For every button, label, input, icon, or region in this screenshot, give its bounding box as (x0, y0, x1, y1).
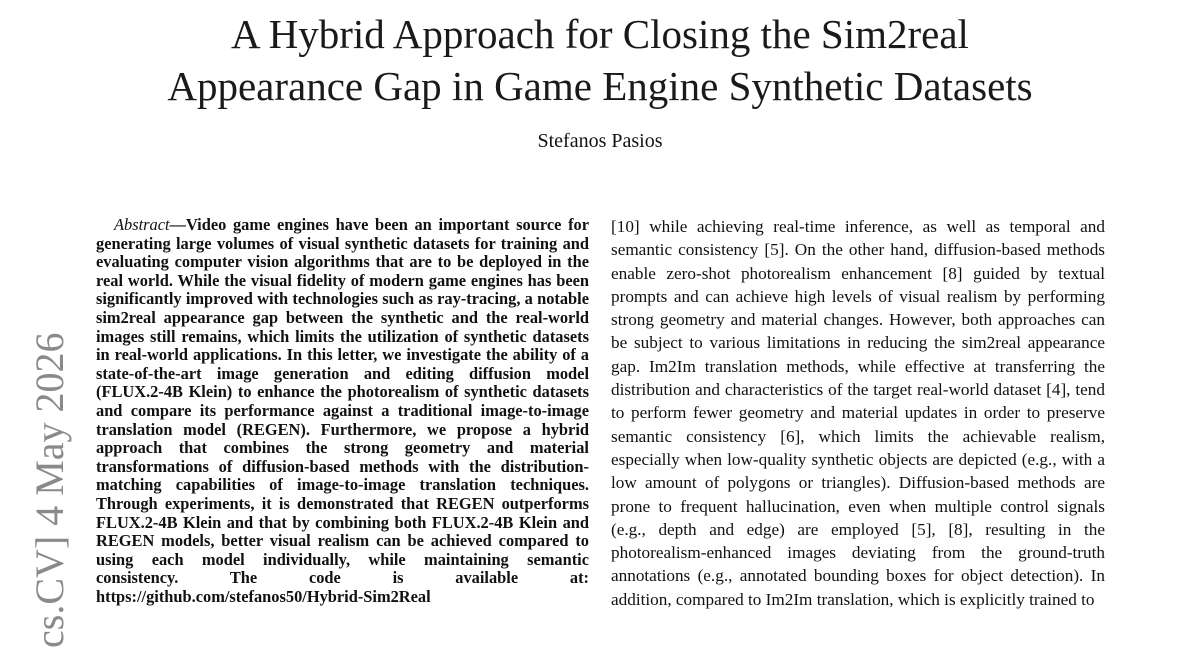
arxiv-stamp: cs.CV] 4 May 2026 (27, 332, 72, 648)
abstract-lead: Abstract (114, 215, 170, 234)
paper-title (0, 8, 1200, 112)
abstract-dash: — (169, 215, 186, 234)
title-line-2: Appearance Gap in Game Engine Synthetic Datasets (167, 63, 1033, 109)
abstract-paragraph (96, 216, 589, 606)
title-line-1: A Hybrid Approach for Closing the Sim2real (231, 11, 969, 57)
body-column-right (611, 215, 1105, 611)
abstract-text: Video game engines have been an important source for generating large volumes of visual synthetic datasets for training and evaluating computer vision algorithms that are to be deployed in the real world. While the visual fidelity of modern game engines has been significantly improved with technologies such as ray-tracing, a notable sim2real appearance gap between the synthetic and the real-world images still remains, which limits the utilization of synthetic datasets in real-world applications. In this letter, we investigate the ability of a state-of-the-art image generation and editing diffusion model (FLUX.2-4B Klein) to enhance the photorealism of synthetic datasets and compare its performance against a traditional image-to-image translation model (REGEN). Furthermore, we propose a hybrid approach that combines the strong geometry and material transformations of diffusion-based methods with the distribution-matching capabilities of image-to-image translation techniques. Through experiments, it is demonstrated that REGEN outperforms FLUX.2-4B Klein and that by combining both FLUX.2-4B Klein and REGEN models, better visual realism can be achieved compared to using each model individually, while maintaining semantic consistency. The code is available at: https://github.com/stefanos50/Hybrid-Sim2Real (96, 215, 589, 606)
body-paragraph: [10] while achieving real-time inference, as well as temporal and semantic consistency [5]. On the other hand, diffusion-based methods enable zero-shot photorealism enhancement [8] guided by textual prompts and can achieve high levels of visual realism by performing strong geometry and material changes. However, both approaches can be subject to various limitations in reducing the sim2real appearance gap. Im2Im translation methods, while effective at transferring the distribution and characteristics of the target real-world dataset [4], tend to perform fewer geometry and material updates in order to preserve semantic consistency [6], which limits the achievable realism, especially when low-quality synthetic objects are depicted (e.g., with a low amount of polygons or triangles). Diffusion-based methods are prone to frequent hallucination, even when multiple control signals (e.g., depth and edge) are employed [5], [8], resulting in the photorealism-enhanced images deviating from the ground-truth annotations (e.g., annotated bounding boxes for object detection). In addition, compared to Im2Im translation, which is explicitly trained to (611, 217, 1105, 609)
author-name: Stefanos Pasios (537, 130, 663, 152)
